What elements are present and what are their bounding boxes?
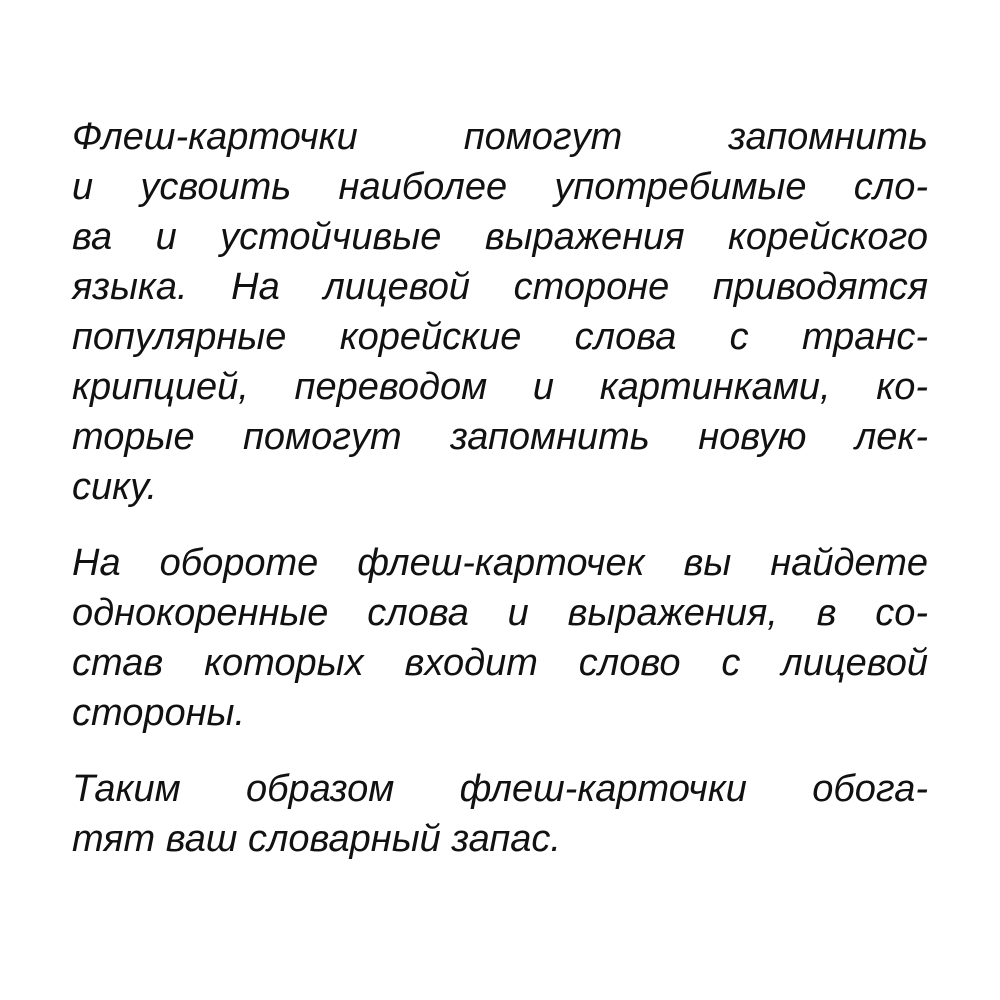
text-line: став которых входит слово с лицевой [72,642,928,684]
paragraph-1 [72,112,928,512]
text-line: языка. На лицевой стороне приводятся [72,266,928,308]
document-body [72,112,928,864]
text-line: крипцией, переводом и картинками, ко- [72,366,928,408]
text-line: ва и устойчивые выражения корейского [72,216,928,258]
paragraph-2 [72,538,928,738]
paragraph-3 [72,764,928,864]
text-line: сику. [72,466,158,508]
text-line: Таким образом флеш-карточки обога- [72,768,928,810]
text-line: стороны. [72,692,246,734]
text-line: Флеш-карточки помогут запомнить [72,116,928,158]
text-line: однокоренные слова и выражения, в со- [72,592,928,634]
text-line: На обороте флеш-карточек вы найдете [72,542,928,584]
text-line: и усвоить наиболее употребимые сло- [72,166,928,208]
text-line: тят ваш словарный запас. [72,818,561,860]
text-line: популярные корейские слова с транс- [72,316,928,358]
text-line: торые помогут запомнить новую лек- [72,416,928,458]
